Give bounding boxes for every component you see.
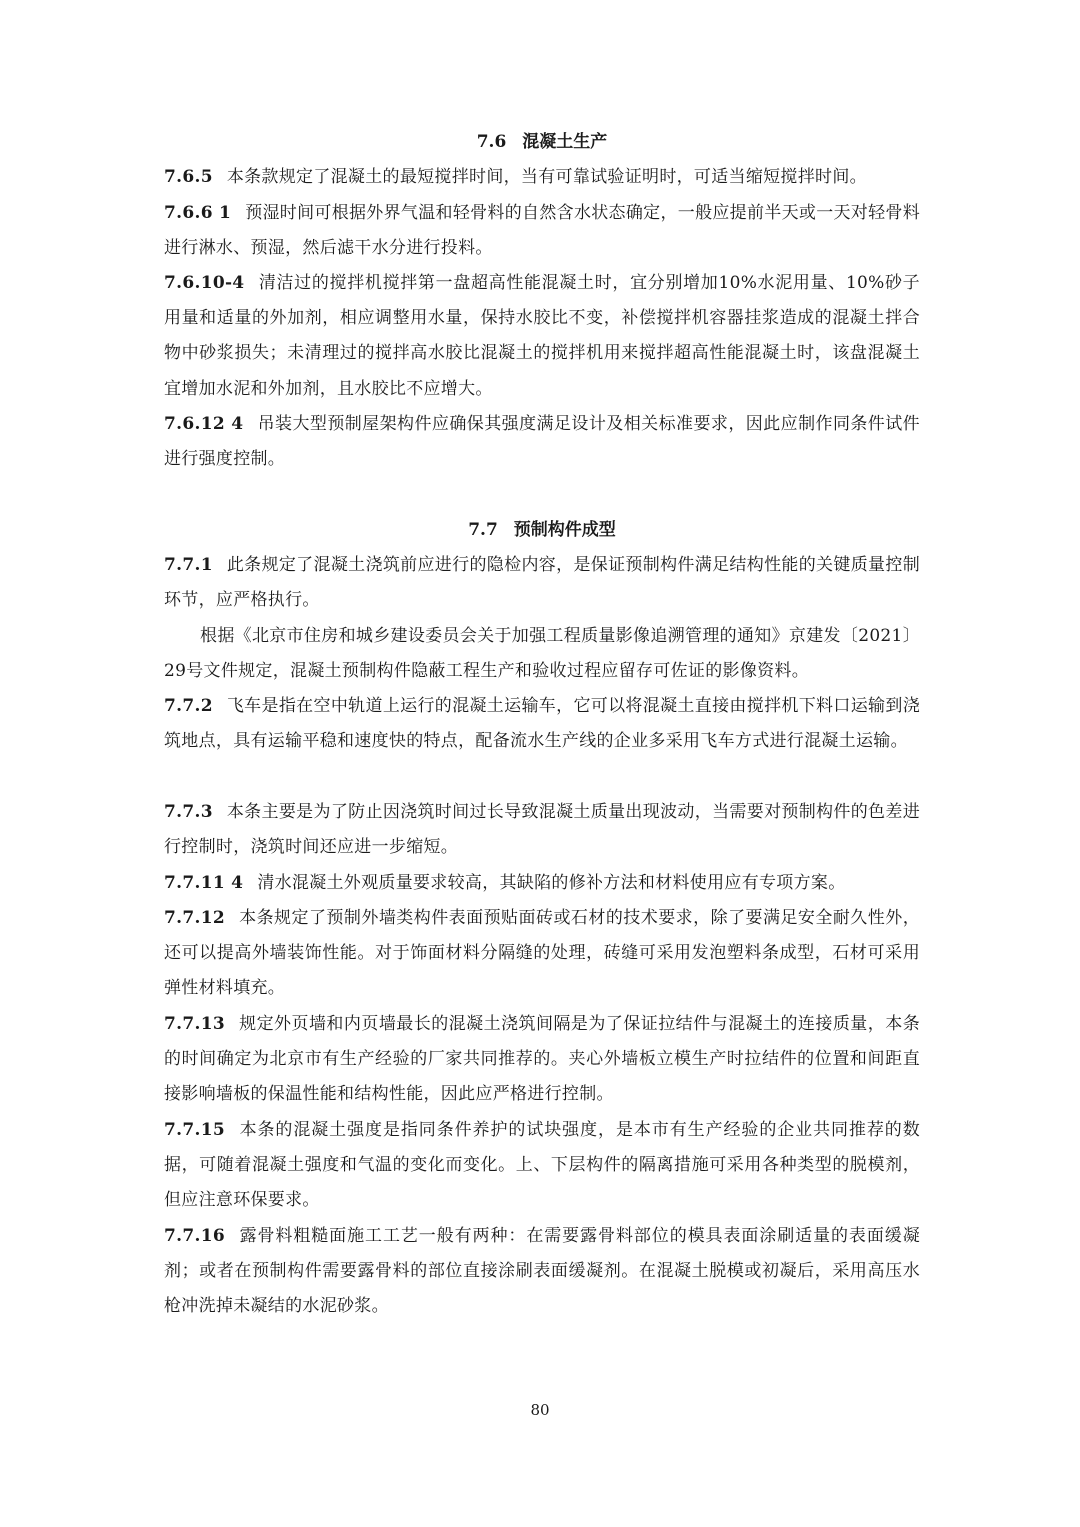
clause-text: 本条的混凝土强度是指同条件养护的试块强度，是本市有生产经验的企业共同推荐的数据，可随着混凝土强度和气温的变化而变化。上、下层构件的隔离措施可采用各种类型的脱模剂，但应注意环保要求。 <box>164 1120 920 1211</box>
body-paragraph <box>164 619 920 689</box>
clause-paragraph <box>164 866 920 901</box>
clause-paragraph <box>164 1007 920 1113</box>
clause-number: 7.6.12 4 <box>164 414 244 434</box>
clause-number: 7.7.16 <box>164 1226 225 1246</box>
clause-paragraph <box>164 196 920 266</box>
clause-paragraph <box>164 160 920 195</box>
clause-text: 规定外页墙和内页墙最长的混凝土浇筑间隔是为了保证拉结件与混凝土的连接质量，本条的时间确定为北京市有生产经验的厂家共同推荐的。夹心外墙板立模生产时拉结件的位置和间距直接影响墙板的保温性能和结构性能，因此应严格进行控制。 <box>164 1014 920 1105</box>
paragraph-text: 根据《北京市住房和城乡建设委员会关于加强工程质量影像追溯管理的通知》京建发〔2021〕29号文件规定，混凝土预制构件隐蔽工程生产和验收过程应留存可佐证的影像资料。 <box>164 626 920 682</box>
clause-text: 清水混凝土外观质量要求较高，其缺陷的修补方法和材料使用应有专项方案。 <box>257 873 846 893</box>
clause-text: 飞车是指在空中轨道上运行的混凝土运输车，它可以将混凝土直接由搅拌机下料口运输到浇筑地点，具有运输平稳和速度快的特点，配备流水生产线的企业多采用飞车方式进行混凝土运输。 <box>164 696 920 752</box>
clause-number: 7.7.2 <box>164 696 213 716</box>
clause-number: 7.7.11 4 <box>164 873 244 893</box>
clause-paragraph <box>164 901 920 1007</box>
page-number: 80 <box>530 1401 550 1419</box>
clause-paragraph <box>164 689 920 759</box>
clause-text: 预湿时间可根据外界气温和轻骨料的自然含水状态确定，一般应提前半天或一天对轻骨料进行淋水、预湿，然后滤干水分进行投料。 <box>164 203 921 259</box>
clause-text: 本条款规定了混凝土的最短搅拌时间，当有可靠试验证明时，可适当缩短搅拌时间。 <box>226 167 867 187</box>
section-heading-7-6 <box>164 130 920 154</box>
clause-text: 露骨料粗糙面施工工艺一般有两种：在需要露骨料部位的模具表面涂刷适量的表面缓凝剂；或者在预制构件需要露骨料的部位直接涂刷表面缓凝剂。在混凝土脱模或初凝后，采用高压水枪冲洗掉未凝结的水泥砂浆。 <box>164 1226 920 1317</box>
section-title: 预制构件成型 <box>513 520 616 540</box>
clause-number: 7.6.5 <box>164 167 213 187</box>
clause-paragraph <box>164 1219 920 1325</box>
clause-paragraph <box>164 548 920 618</box>
clause-text: 此条规定了混凝土浇筑前应进行的隐检内容，是保证预制构件满足结构性能的关键质量控制环节，应严格执行。 <box>164 555 920 611</box>
clause-paragraph <box>164 266 920 407</box>
section-number: 7.7 <box>468 520 498 540</box>
clause-number: 7.7.12 <box>164 908 225 928</box>
clause-number: 7.6.10-4 <box>164 273 245 293</box>
clause-text: 吊装大型预制屋架构件应确保其强度满足设计及相关标准要求，因此应制作同条件试件进行强度控制。 <box>164 414 920 470</box>
clause-number: 7.7.15 <box>164 1120 225 1140</box>
clause-number: 7.7.3 <box>164 802 213 822</box>
section-title: 混凝土生产 <box>522 132 608 152</box>
clause-number: 7.6.6 1 <box>164 203 232 223</box>
clause-text: 本条主要是为了防止因浇筑时间过长导致混凝土质量出现波动，当需要对预制构件的色差进行控制时，浇筑时间还应进一步缩短。 <box>164 802 920 858</box>
clause-paragraph <box>164 1113 920 1219</box>
clause-number: 7.7.13 <box>164 1014 225 1034</box>
clause-paragraph <box>164 795 920 865</box>
clause-text: 本条规定了预制外墙类构件表面预贴面砖或石材的技术要求，除了要满足安全耐久性外，还可以提高外墙装饰性能。对于饰面材料分隔缝的处理，砖缝可采用发泡塑料条成型，石材可采用弹性材料填充。 <box>164 908 920 999</box>
clause-text: 清洁过的搅拌机搅拌第一盘超高性能混凝土时，宜分别增加10%水泥用量、10%砂子用量和适量的外加剂，相应调整用水量，保持水胶比不变，补偿搅拌机容器挂浆造成的混凝土拌合物中砂浆损失；未清理过的搅拌高水胶比混凝土的搅拌机用来搅拌超高性能混凝土时，该盘混凝土宜增加水泥和外加剂，且水胶比不应增大。 <box>164 273 920 399</box>
section-number: 7.6 <box>476 132 507 152</box>
section-heading-7-7 <box>164 518 920 542</box>
clause-number: 7.7.1 <box>164 555 213 575</box>
clause-paragraph <box>164 407 920 477</box>
